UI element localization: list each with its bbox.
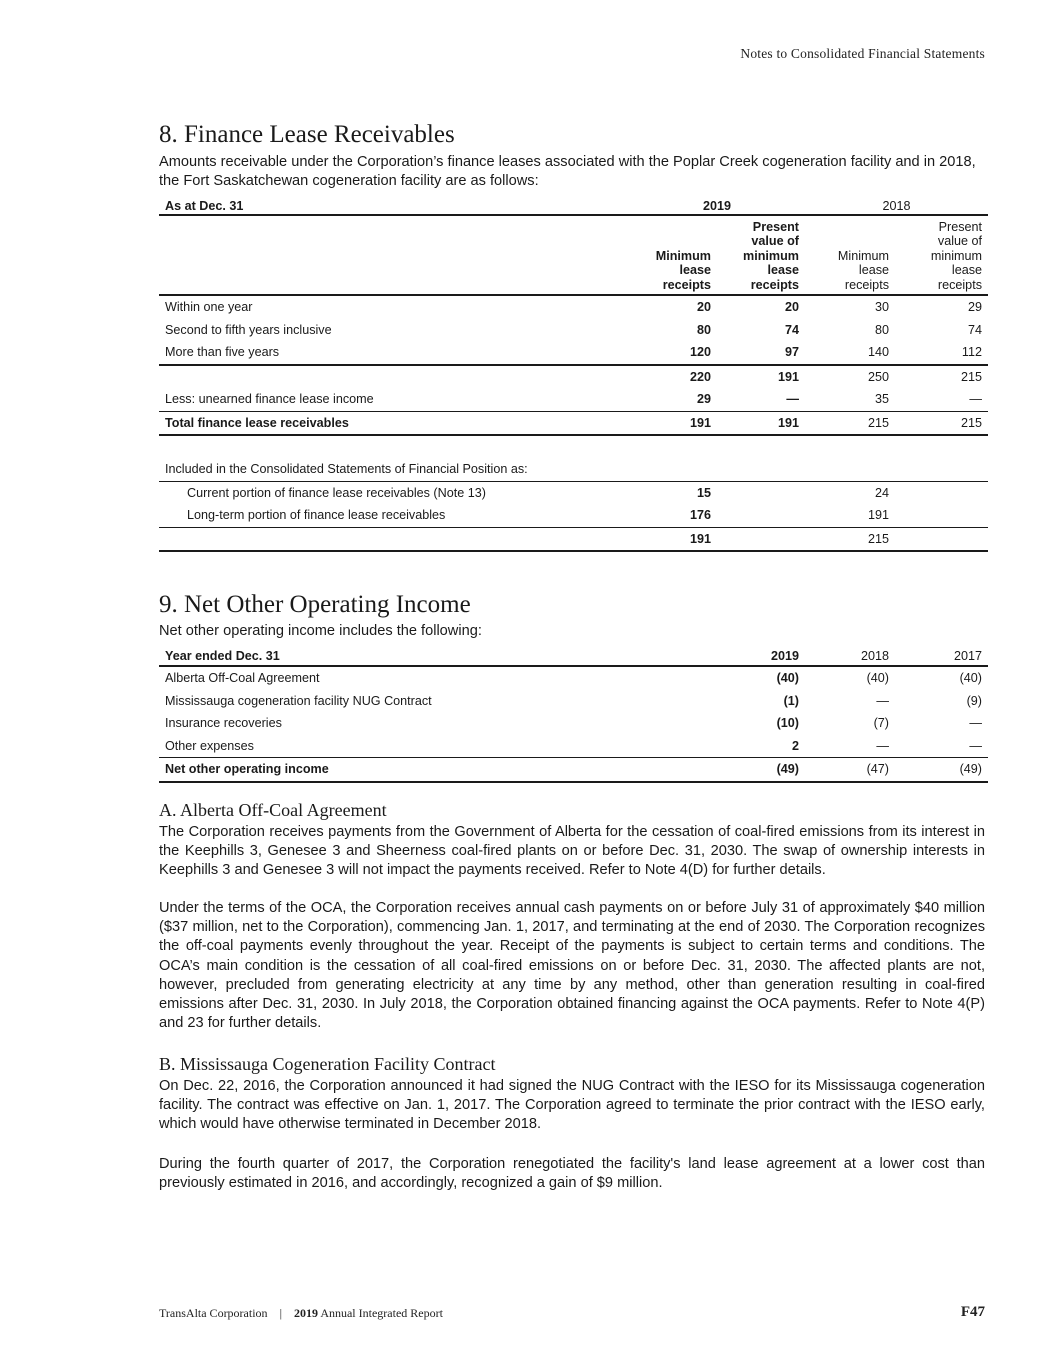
year-2019-header: 2019: [629, 197, 805, 215]
footer-separator: |: [279, 1306, 282, 1320]
position-heading-row: Included in the Consolidated Statements of Financial Position as:: [159, 458, 988, 481]
col-pv-2019: Present value of minimum lease receipts: [717, 215, 805, 295]
report-name: Annual Integrated Report: [320, 1306, 443, 1320]
section-9-title: 9. Net Other Operating Income: [159, 591, 471, 618]
year-2018-header: 2018: [805, 197, 988, 215]
table-row: Other expenses 2 — —: [159, 735, 988, 758]
total-row: Total finance lease receivables 191 191 215 215: [159, 411, 988, 435]
subsection-b-title: B. Mississauga Cogeneration Facility Contract: [159, 1054, 496, 1074]
subsection-a-title: A. Alberta Off-Coal Agreement: [159, 800, 387, 820]
col-min-2019: Minimum lease receipts: [629, 215, 717, 295]
running-header: Notes to Consolidated Financial Statements: [740, 46, 985, 61]
table-header-row: Year ended Dec. 31 2019 2018 2017: [159, 646, 988, 666]
financial-position-table: [159, 458, 988, 552]
subsection-a-paragraph-1: The Corporation receives payments from the Government of Alberta for the cessation of coal-fired emissions from its interest in the Keephills 3, Genesee 3 and Sheerness coal-fired plants on or before Dec. 31, 2030. The swap of ownership interests in Keephills 3 and Genesee 3 will not impact the payments received. Refer to Note 4(D) for further details.: [159, 824, 985, 879]
subtotal-row: 220 191 250 215: [689, 369, 982, 384]
page-number: F47: [960, 1304, 985, 1320]
column-header-row: [159, 215, 988, 295]
table-row: Insurance recoveries (10) (7) —: [165, 716, 982, 731]
total-row: Net other operating income (49) (47) (49): [159, 758, 988, 782]
total-row: 191 215: [159, 527, 988, 551]
subsection-b-paragraph-1: On Dec. 22, 2016, the Corporation announced it had signed the NUG Contract with the IESO for its Mississauga cogeneration facility. The contract was effective on Jan. 1, 2017. The Corporation agreed to terminate the prior contract with the IESO early, which would have otherwise terminated in December 2018.: [159, 1078, 985, 1133]
table-row: Long-term portion of finance lease receivables 176 191: [159, 504, 988, 527]
section-8-intro: Amounts receivable under the Corporation’s finance leases associated with the Poplar Creek cogeneration facility and in 2018, the Fort Saskatchewan cogeneration facility are as follows:: [159, 154, 976, 190]
company-name: TransAlta Corporation: [159, 1306, 268, 1320]
subsection-a-paragraph-2: Under the terms of the OCA, the Corporation receives annual cash payments on or before July 31 of approximately $40 million ($37 million, net to the Corporation), commencing Jan. 1, 2017, and terminating at the end of 2030. The Corporation recognizes the off-coal payments evenly throughout the year. Receipt of the payments is subject to certain terms and conditions. The OCA’s main condition is the cessation of all coal-fired emissions on or before Dec. 31, 2030. The affected plants are not, however, precluded from generating electricity at any time by any method, other than generation resulting in coal-fired emissions after Dec. 31, 2030. In July 2018, the Corporation obtained financing against the OCA payments. Refer to Note 4(P) and 23 for further details.: [159, 900, 985, 1032]
table-row: Within one year 20 20 30 29: [165, 300, 982, 315]
table-row: Second to fifth years inclusive 80 74 80 74: [165, 322, 982, 337]
finance-lease-table: [159, 197, 988, 436]
table-row: Current portion of finance lease receivables (Note 13) 15 24: [187, 485, 889, 500]
table-row: Less: unearned finance lease income 29 — 35 —: [159, 388, 988, 411]
table-row: More than five years 120 97 140 112: [159, 341, 988, 365]
report-year: 2019: [293, 1306, 318, 1320]
table-header-row: [159, 197, 988, 215]
subsection-b-paragraph-2: During the fourth quarter of 2017, the Corporation renegotiated the facility's land lease agreement at a lower cost than previously estimated in 2016, and accordingly, recognized a gain of $9 million.: [159, 1156, 985, 1192]
col-min-2018: Minimum lease receipts: [805, 215, 895, 295]
net-other-operating-income-table: [159, 646, 988, 783]
section-9-intro: Net other operating income includes the following:: [159, 623, 482, 639]
col-pv-2018: Present value of minimum lease receipts: [895, 215, 988, 295]
footer-company: [159, 1306, 443, 1321]
table-row: Mississauga cogeneration facility NUG Contract (1) — (9): [165, 693, 982, 708]
section-8-title: 8. Finance Lease Receivables: [159, 121, 455, 148]
as-at-label: As at Dec. 31: [159, 197, 629, 215]
table-row: Alberta Off-Coal Agreement (40) (40) (40): [165, 671, 982, 686]
